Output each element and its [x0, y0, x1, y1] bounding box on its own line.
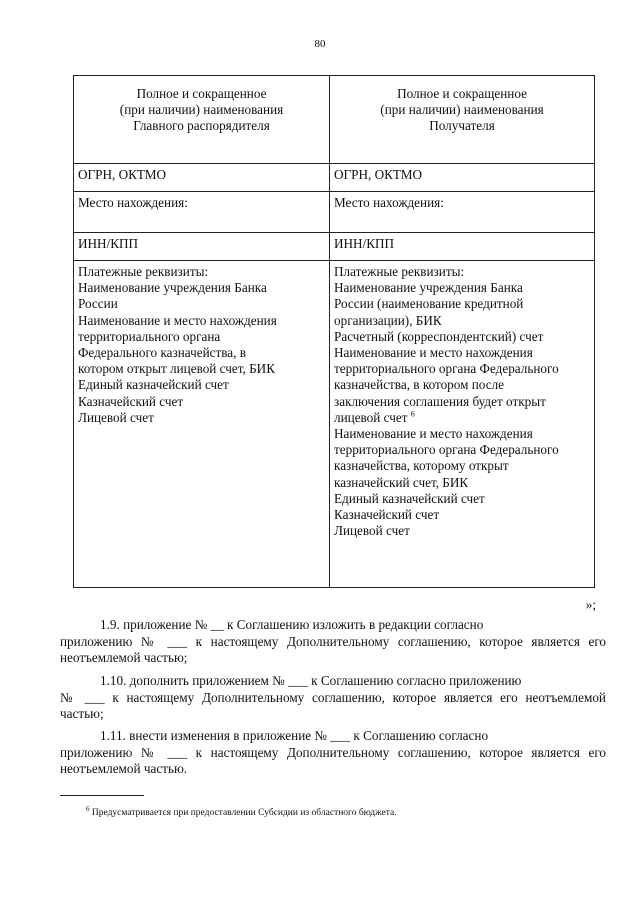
table-row-payment-details [74, 261, 595, 588]
header-cell-chief-manager [74, 76, 330, 164]
page-number: 80 [314, 38, 326, 50]
paragraph-1-10 [60, 673, 606, 723]
payment-line: Лицевой счет [334, 523, 410, 539]
payment-line: Федерального казначейства, в [78, 345, 246, 361]
ogrn-cell-right: ОГРН, ОКТМО [330, 164, 595, 192]
footnote-marker: 6 [86, 804, 90, 813]
footnote-separator [60, 795, 144, 796]
header-right-line: (при наличии) наименования [380, 102, 544, 118]
payment-details-cell-right [330, 261, 595, 588]
paragraph-first-line: 1.9. приложение № __ к Соглашению изложить в редакции согласно [100, 617, 484, 632]
payment-line-text: лицевой счет [334, 409, 408, 425]
payment-line: Единый казначейский счет [334, 490, 485, 506]
paragraph-rest: приложению № ___ к настоящему Дополнительному соглашению, которое является его неотъемлемой частью. [60, 744, 606, 776]
table-row-location [74, 192, 595, 233]
payment-line: территориального органа [78, 328, 221, 344]
closing-quote: »; [585, 597, 596, 612]
paragraph-first-line: 1.10. дополнить приложением № ___ к Соглашению согласно приложению [100, 673, 522, 688]
paragraph-1-11 [60, 728, 606, 778]
location-cell-left: Место нахождения: [74, 192, 330, 233]
paragraph-first-line: 1.11. внести изменения в приложение № ___ к Соглашению согласно [100, 728, 489, 743]
payment-line: организации), БИК [334, 312, 442, 328]
payment-line: Платежные реквизиты: [78, 264, 209, 279]
header-left-line: Полное и сокращенное [136, 86, 267, 101]
footnote [86, 804, 397, 818]
payment-line: Единый казначейский счет [78, 377, 229, 393]
paragraph-rest: приложению № ___ к настоящему Дополнительному соглашению, которое является его неотъемлемой частью; [60, 633, 606, 665]
footnote-text: Предусматривается при предоставлении Субсидии из областного бюджета. [91, 808, 397, 818]
payment-line: Наименование и место нахождения [334, 426, 533, 442]
location-cell-right: Место нахождения: [330, 192, 595, 233]
payment-line: казначейства, в котором после [334, 377, 505, 393]
payment-line: заключения соглашения будет открыт [334, 393, 546, 409]
payment-line: Казначейский счет [78, 393, 184, 409]
payment-line: Наименование и место нахождения [78, 312, 277, 328]
payment-line: казначейства, которому открыт [334, 458, 509, 474]
paragraph-1-9 [60, 617, 606, 667]
payment-details-cell-left [74, 261, 330, 588]
payment-line: Наименование учреждения Банка [78, 280, 267, 296]
requisites-table [73, 75, 595, 588]
ogrn-cell-left: ОГРН, ОКТМО [74, 164, 330, 192]
payment-line: Расчетный (корреспондентский) счет [334, 328, 544, 344]
payment-line: Казначейский счет [334, 507, 440, 523]
table-row-ogrn [74, 164, 595, 192]
header-cell-recipient [330, 76, 595, 164]
payment-line: казначейский счет, БИК [334, 474, 469, 490]
payment-line: Наименование и место нахождения [334, 345, 533, 361]
header-right-line: Полное и сокращенное [397, 86, 527, 101]
table-header-row [74, 76, 595, 164]
payment-line: Лицевой счет [78, 409, 154, 425]
payment-line: Наименование учреждения Банка [334, 280, 523, 296]
paragraph-rest: № ___ к настоящему Дополнительному соглашению, которое является его неотъемлемой частью; [60, 689, 606, 721]
payment-line: России (наименование кредитной [334, 296, 524, 312]
header-left-line: Главного распорядителя [133, 118, 270, 134]
payment-line: территориального органа Федерального [334, 361, 559, 377]
header-right-line: Получателя [429, 118, 495, 134]
payment-line-with-footnote [334, 410, 590, 426]
table-row-inn [74, 233, 595, 261]
payment-line: Платежные реквизиты: [334, 264, 465, 279]
payment-line: территориального органа Федерального [334, 442, 559, 458]
payment-line: котором открыт лицевой счет, БИК [78, 361, 275, 377]
inn-cell-right: ИНН/КПП [330, 233, 595, 261]
header-left-line: (при наличии) наименования [119, 102, 284, 118]
inn-cell-left: ИНН/КПП [74, 233, 330, 261]
footnote-reference: 6 [410, 409, 415, 419]
payment-line: России [78, 296, 118, 312]
